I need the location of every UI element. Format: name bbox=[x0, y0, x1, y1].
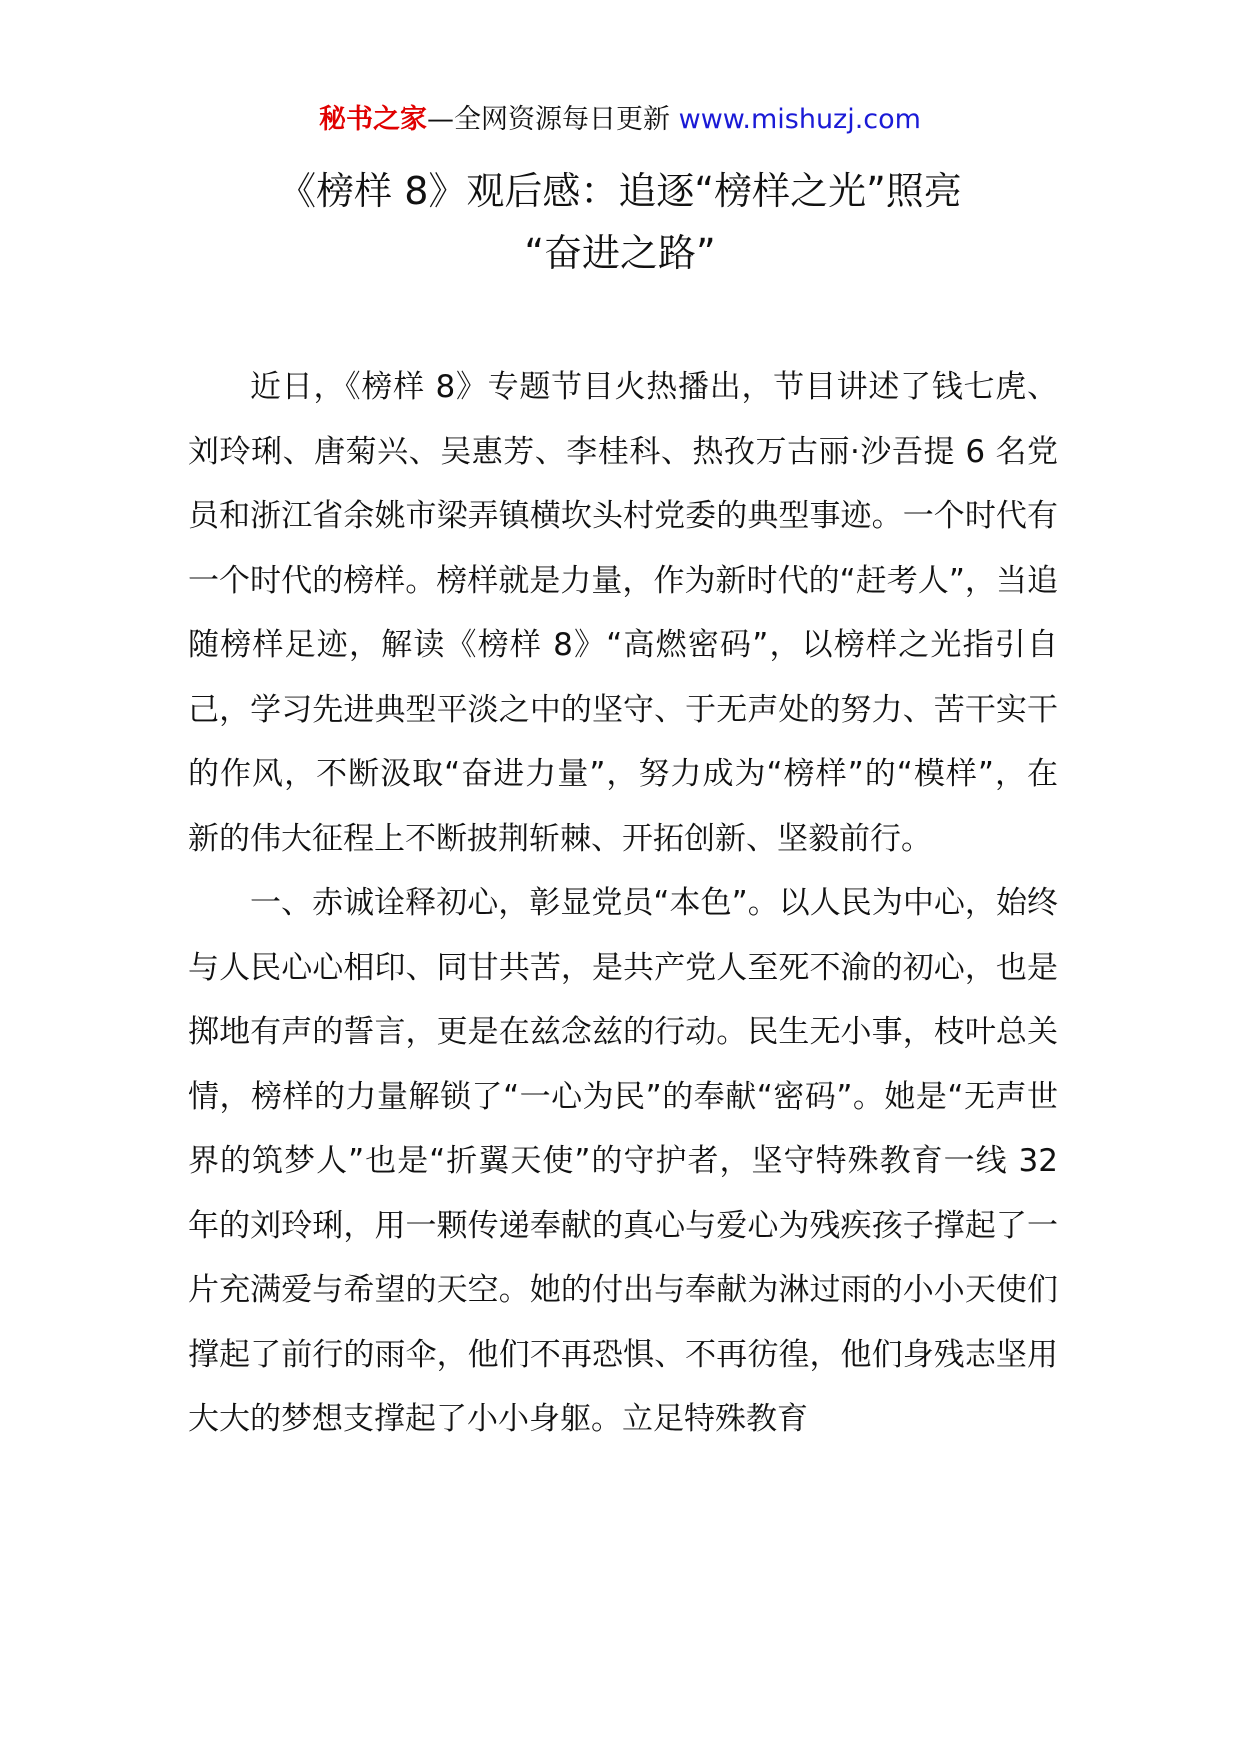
brand-name: 秘书之家 bbox=[319, 104, 428, 135]
site-header bbox=[0, 100, 1240, 140]
document-title bbox=[140, 160, 1100, 284]
paragraph-intro: 近日，《榜样 8》专题节目火热播出，节目讲述了钱七虎、刘玲琍、唐菊兴、吴惠芳、李桂科、热孜万古丽·沙吾提 6 名党员和浙江省余姚市梁弄镇横坎头村党委的典型事迹。一个时代有一个时代的榜样。榜样就是力量，作为新时代的“赶考人”，当追随榜样足迹，解读《榜样 8》“高燃密码”，以榜样之光指引自己，学习先进典型平淡之中的坚守、于无声处的努力、苦干实干的作风，不断汲取“奋进力量”，努力成为“榜样”的“模样”，在新的伟大征程上不断披荆斩棘、开拓创新、坚毅前行。 bbox=[188, 369, 1058, 857]
title-line-2: “奋进之路” bbox=[524, 231, 716, 275]
paragraph-section-1: 一、赤诚诠释初心，彰显党员“本色”。以人民为中心，始终与人民心心相印、同甘共苦，是共产党人至死不渝的初心，也是掷地有声的誓言，更是在兹念兹的行动。民生无小事，枝叶总关情，榜样的力量解锁了“一心为民”的奉献“密码”。她是“无声世界的筑梦人”也是“折翼天使”的守护者，坚守特殊教育一线 32 年的刘玲琍，用一颗传递奉献的真心与爱心为残疾孩子撑起了一片充满爱与希望的天空。她的付出与奉献为淋过雨的小小天使们撑起了前行的雨伞，他们不再恐惧、不再彷徨，他们身残志坚用大大的梦想支撑起了小小身躯。立足特殊教育 bbox=[188, 885, 1058, 1437]
site-url-link[interactable]: www.mishuzj.com bbox=[678, 104, 921, 135]
title-line-1: 《榜样 8》观后感：追逐“榜样之光”照亮 bbox=[278, 169, 962, 213]
document-body bbox=[188, 355, 1058, 1452]
header-tagline: —全网资源每日更新 bbox=[427, 104, 671, 135]
